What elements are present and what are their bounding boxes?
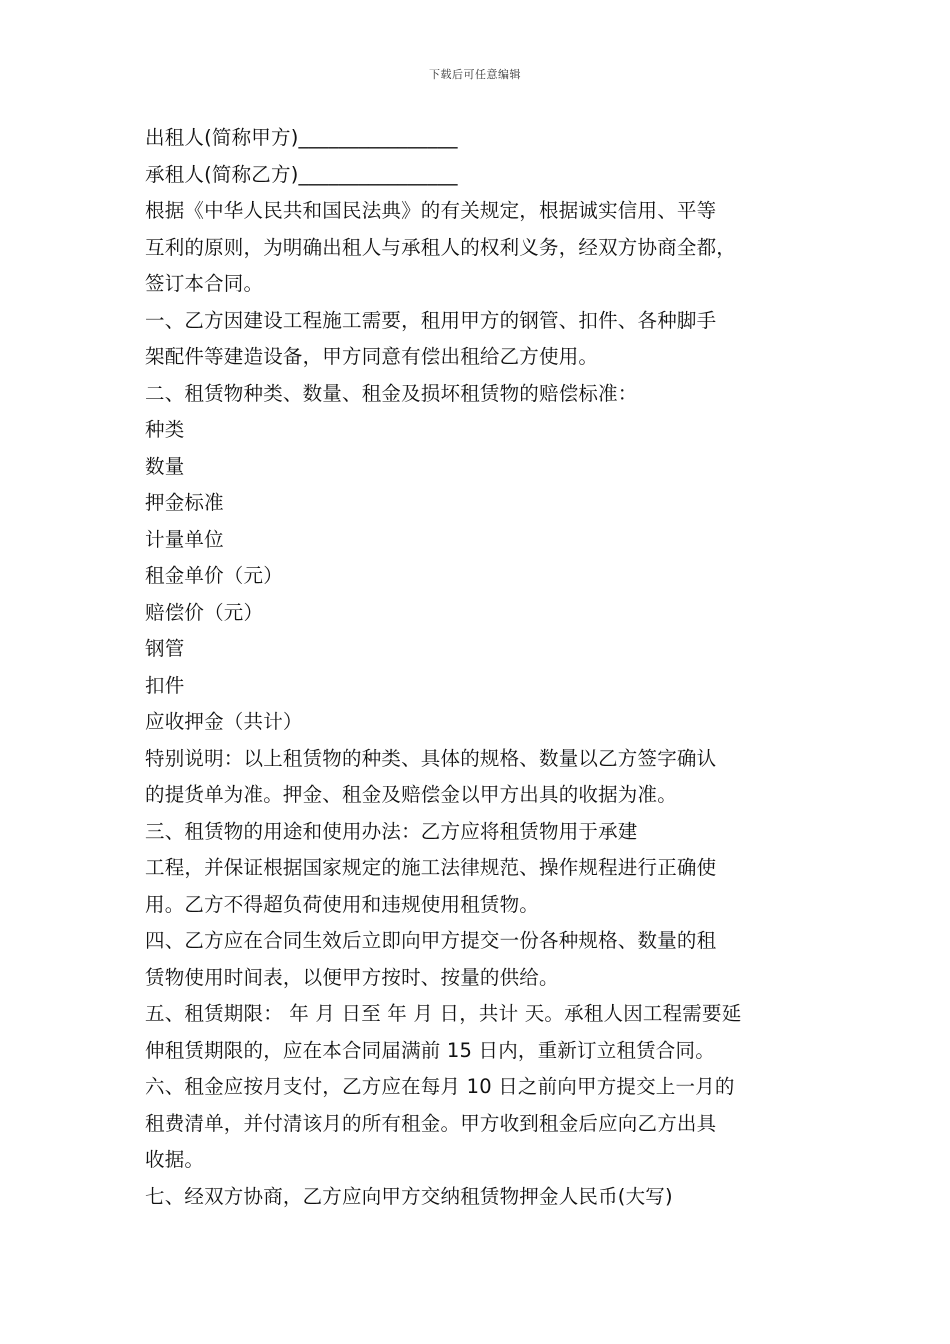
clause-6-line-3: 收据。 <box>145 1148 205 1171</box>
clause-1-line-1: 一、乙方因建设工程施工需要，租用甲方的钢管、扣件、各种脚手 <box>145 308 717 332</box>
clause-3-line-1: 三、租赁物的用途和使用办法：乙方应将租赁物用于承建 <box>145 819 638 843</box>
clause-6-line-1: 六、租金应按月支付，乙方应在每月 10 日之前向甲方提交上一月的 <box>145 1075 735 1098</box>
page-header-note: 下载后可任意编辑 <box>429 68 521 81</box>
table-item-deposit-total: 应收押金（共计） <box>145 710 303 733</box>
lessee-line: 承租人(简称乙方)________________ <box>145 162 458 186</box>
clause-4-line-2: 赁物使用时间表，以便甲方按时、按量的供给。 <box>145 965 559 989</box>
table-item-type: 种类 <box>145 418 185 441</box>
table-item-fastener: 扣件 <box>145 673 185 697</box>
special-note-line-1: 特别说明：以上租赁物的种类、具体的规格、数量以乙方签字确认 <box>145 746 717 770</box>
table-item-deposit-standard: 押金标准 <box>145 491 224 514</box>
clause-3-line-2: 工程，并保证根据国家规定的施工法律规范、操作规程进行正确使 <box>145 856 717 879</box>
clause-4-line-1: 四、乙方应在合同生效后立即向甲方提交一份各种规格、数量的租 <box>145 929 717 952</box>
lessor-line: 出租人(简称甲方)________________ <box>145 126 458 149</box>
preamble-line-3: 签订本合同。 <box>145 272 264 295</box>
clause-7-line-1: 七、经双方协商，乙方应向甲方交纳租赁物押金人民币(大写) <box>145 1184 673 1208</box>
table-item-rent-price: 租金单价（元） <box>145 564 283 587</box>
preamble-line-2: 互利的原则，为明确出租人与承租人的权利义务，经双方协商全都， <box>145 235 737 259</box>
clause-5-line-1: 五、租赁期限： 年 月 日至 年 月 日，共计 天。承租人因工程需要延 <box>145 1002 742 1025</box>
preamble-line-1: 根据《中华人民共和国民法典》的有关规定，根据诚实信用、平等 <box>145 199 717 222</box>
table-item-steel-pipe: 钢管 <box>145 637 185 660</box>
special-note-line-2: 的提货单为准。押金、租金及赔偿金以甲方出具的收据为准。 <box>145 783 677 806</box>
table-item-unit: 计量单位 <box>145 527 224 551</box>
clause-2-heading: 二、租赁物种类、数量、租金及损坏租赁物的赔偿标准： <box>145 381 638 405</box>
contract-body <box>145 120 815 1215</box>
clause-6-line-2: 租费清单，并付清该月的所有租金。甲方收到租金后应向乙方出具 <box>145 1111 717 1135</box>
clause-3-line-3: 用。乙方不得超负荷使用和违规使用租赁物。 <box>145 892 540 916</box>
clause-5-line-2: 伸租赁期限的，应在本合同届满前 15 日内，重新订立租赁合同。 <box>145 1038 715 1062</box>
clause-1-line-2: 架配件等建造设备，甲方同意有偿出租给乙方使用。 <box>145 345 599 368</box>
table-item-compensation-price: 赔偿价（元） <box>145 600 264 624</box>
table-item-quantity: 数量 <box>145 454 185 478</box>
